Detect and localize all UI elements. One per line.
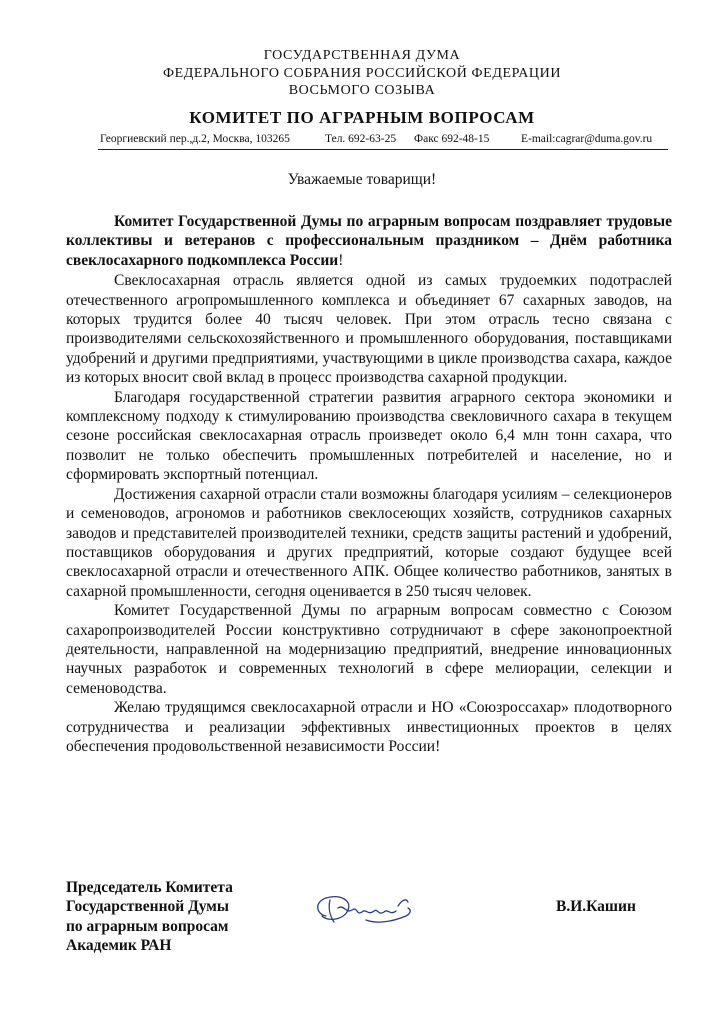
paragraph: Желаю трудящимся свеклосахарной отрасли и НО «Союзроссахар» плодотворного сотрудничества и реализации эффективных инвестиционных проектов в целях обеспечения продовольственной независимости России! (66, 699, 672, 755)
signatory-line: Государственной Думы (66, 898, 229, 916)
signatory-line: Академик РАН (66, 936, 172, 954)
header-divider (98, 149, 668, 150)
phone: Тел. 692-63-25 (325, 133, 397, 145)
fax: Факс 692-48-15 (414, 133, 490, 145)
greeting: Уважаемые товарищи! (287, 171, 437, 188)
signatory-line: по аграрным вопросам (66, 917, 229, 935)
lead-exclamation: ! (338, 251, 344, 269)
signatory-title (66, 878, 233, 955)
paragraph: Свеклосахарная отрасль является одной из самых трудоемких подотраслей отечественного агропромышленного комплекса и объединяет 67 сахарных заводов, на которых трудится более 40 тысяч человек. При этом отрасль тесно связана с производителями сельскохозяйственного и промышленного оборудования, поставщиками удобрений и другими предприятиями, участвующими в цикле производства сахара, каждое из которых вносит свой вклад в процесс производства сахарной продукции. (66, 272, 672, 387)
letter-body (66, 212, 672, 756)
letterhead-line-2: ФЕДЕРАЛЬНОГО СОБРАНИЯ РОССИЙСКОЙ ФЕДЕРАЦИИ (162, 66, 562, 81)
paragraph: Комитет Государственной Думы по аграрным вопросам совместно с Союзом сахаропроизводителей России конструктивно сотрудничают в сфере законопроектной деятельности, направленной на модернизацию предприятий, внедрение инновационных научных разработок и современных технологий в сфере мелиорации, селекции и семеноводства. (66, 602, 672, 697)
signatory-line: Председатель Комитета (66, 879, 233, 896)
email: E-mail:cagrar@duma.gov.ru (521, 133, 653, 145)
paragraph: Достижения сахарной отрасли стали возможны благодаря усилиям – селекционеров и семеноводов, агрономов и работников свеклосеющих хозяйств, сотрудников сахарных заводов и представителей производителей техники, средств защиты растений и удобрений, поставщиков оборудования и других предприятий, которые создают будущее всей свеклосахарной отрасли и отечественного АПК. Общее количество работников, занятых в сахарной промышленности, сегодня оценивается в 250 тысяч человек. (66, 485, 672, 600)
lead-paragraph (66, 212, 672, 270)
paragraph: Благодаря государственной стратегии развития аграрного сектора экономики и комплексному подходу к стимулированию производства свекловичного сахара в текущем сезоне российская свеклосахарная отрасль произведет около 6,4 млн тонн сахара, что позволит не только обеспечить промышленных потребителей и население, но и сформировать экспортный потенциал. (66, 388, 672, 484)
handwritten-signature (308, 886, 418, 936)
letterhead-line-1: ГОСУДАРСТВЕННАЯ ДУМА (263, 48, 461, 63)
address: Георгиевский пер.,д.2, Москва, 103265 (100, 133, 290, 145)
committee-title: КОМИТЕТ ПО АГРАРНЫМ ВОПРОСАМ (189, 108, 535, 127)
letterhead-line-3: ВОСЬМОГО СОЗЫВА (288, 83, 436, 98)
lead-text: Комитет Государственной Думы по аграрным вопросам поздравляет трудовые коллективы и ветеранов с профессиональным праздником – Днём работника свеклосахарного подкомплекса России (66, 213, 672, 269)
signer-name: В.И.Кашин (556, 898, 636, 915)
